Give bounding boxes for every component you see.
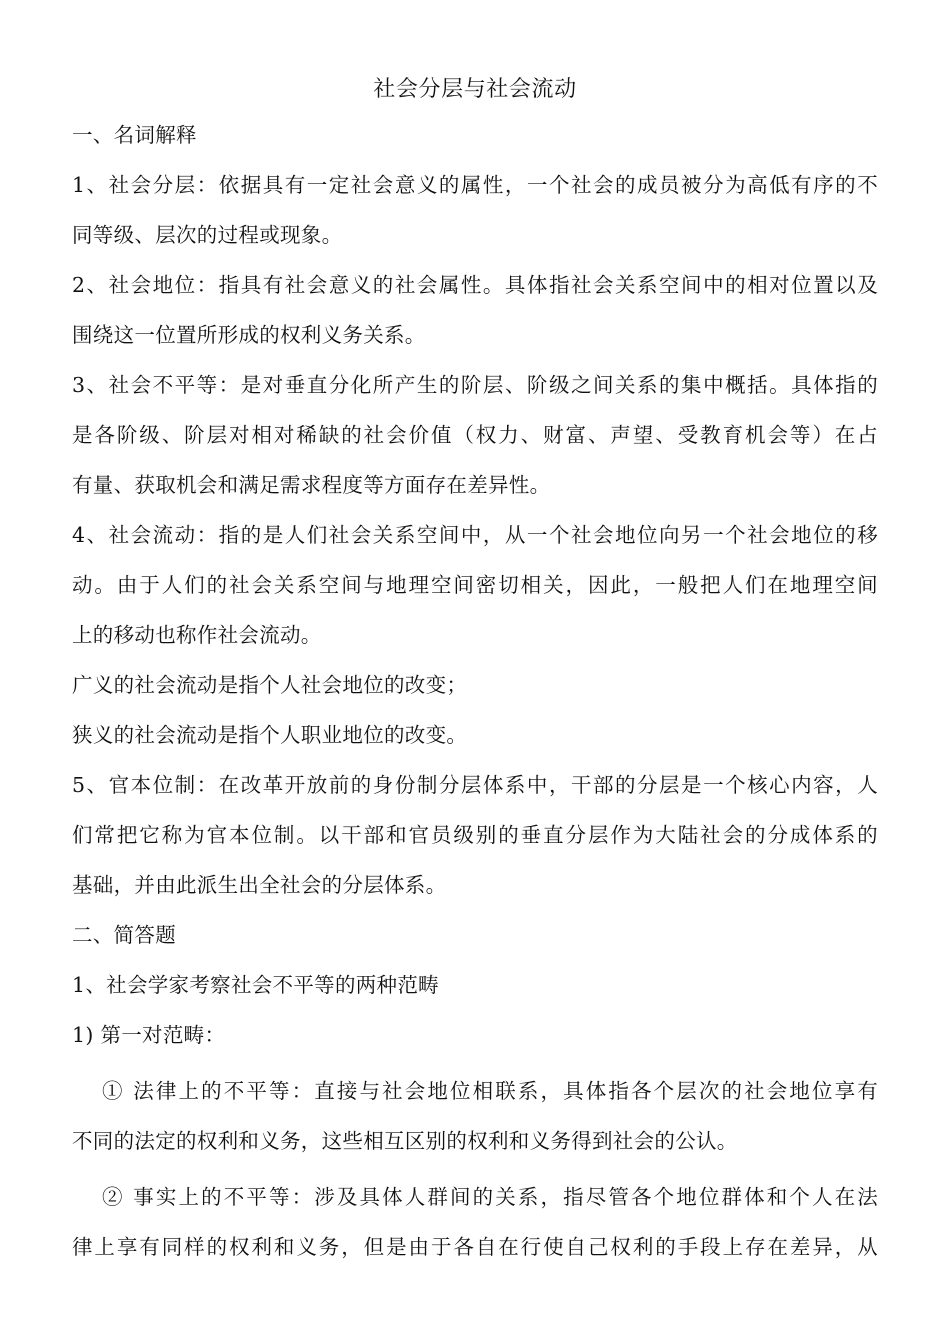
definition-1-line-1: 1、社会分层：依据具有一定社会意义的属性，一个社会的成员被分为高低有序的不 <box>72 173 878 197</box>
broad-mobility-line: 广义的社会流动是指个人社会地位的改变； <box>72 673 468 697</box>
section-heading-definitions: 一、名词解释 <box>72 123 197 147</box>
definition-3-line-3: 有量、获取机会和满足需求程度等方面存在差异性。 <box>72 473 551 497</box>
definition-5-line-2: 们常把它称为官本位制。以干部和官员级别的垂直分层作为大陆社会的分成体系的 <box>72 823 878 847</box>
section-heading-short-answer: 二、简答题 <box>72 923 176 947</box>
narrow-mobility-line: 狭义的社会流动是指个人职业地位的改变。 <box>72 723 468 747</box>
definition-4-line-1: 4、社会流动：指的是人们社会关系空间中，从一个社会地位向另一个社会地位的移 <box>72 523 878 547</box>
item-1-line-1: ① 法律上的不平等：直接与社会地位相联系，具体指各个层次的社会地位享有 <box>102 1079 878 1103</box>
definition-1-line-2: 同等级、层次的过程或现象。 <box>72 223 343 247</box>
item-1-line-2: 不同的法定的权利和义务，这些相互区别的权利和义务得到社会的公认。 <box>72 1129 738 1153</box>
definition-3-line-1: 3、社会不平等：是对垂直分化所产生的阶层、阶级之间关系的集中概括。具体指的 <box>72 373 878 397</box>
item-2-line-2: 律上享有同样的权利和义务，但是由于各自在行使自己权利的手段上存在差异，从 <box>72 1235 878 1259</box>
definition-5-line-3: 基础，并由此派生出全社会的分层体系。 <box>72 873 447 897</box>
definition-2-line-1: 2、社会地位：指具有社会意义的社会属性。具体指社会关系空间中的相对位置以及 <box>72 273 878 297</box>
question-1-heading: 1、社会学家考察社会不平等的两种范畴 <box>72 973 439 997</box>
definition-3-line-2: 是各阶级、阶层对相对稀缺的社会价值（权力、财富、声望、受教育机会等）在占 <box>72 423 878 447</box>
question-1-subheading: 1) 第一对范畴： <box>72 1023 226 1047</box>
definition-4-line-2: 动。由于人们的社会关系空间与地理空间密切相关，因此，一般把人们在地理空间 <box>72 573 878 597</box>
definition-5-line-1: 5、官本位制：在改革开放前的身份制分层体系中，干部的分层是一个核心内容，人 <box>72 773 878 797</box>
item-2-line-1: ② 事实上的不平等：涉及具体人群间的关系，指尽管各个地位群体和个人在法 <box>102 1185 878 1209</box>
page-title: 社会分层与社会流动 <box>373 77 577 102</box>
definition-4-line-3: 上的移动也称作社会流动。 <box>72 623 322 647</box>
definition-2-line-2: 围绕这一位置所形成的权利义务关系。 <box>72 323 426 347</box>
